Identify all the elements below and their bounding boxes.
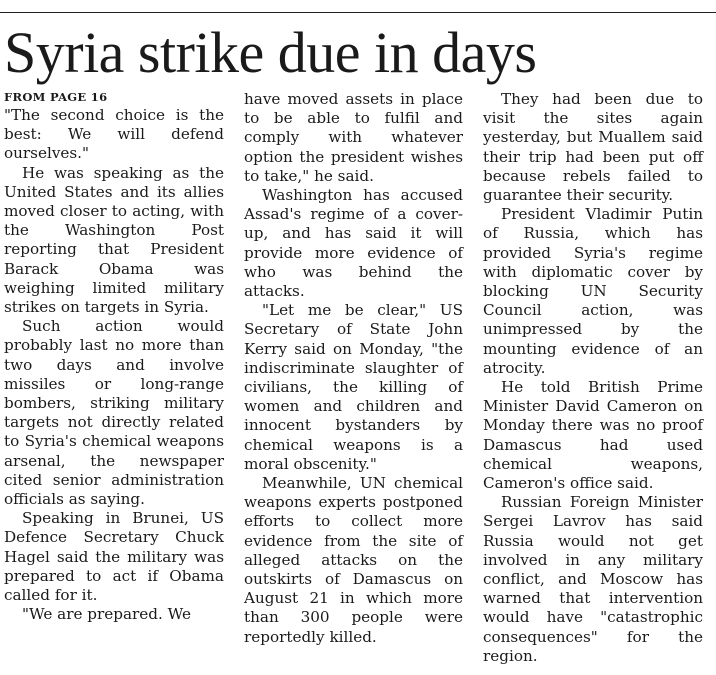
paragraph: Russian Foreign Minister Sergei Lavrov has said Russia would not get involved in any military conflict, and Moscow has warned that intervention would have "catastrophic consequences" for the region. [483,493,703,665]
paragraph: Meanwhile, UN chemical weapons experts postponed efforts to collect more evidence from the site of alleged attacks on the outskirts of Damascus on August 21 in which more than 300 people were reportedly killed. [244,474,463,646]
cropped-previous-text [0,0,716,10]
paragraph: Washington has accused Assad's regime of a cover-up, and has said it will provide more evidence of who was behind the attacks. [244,186,463,301]
article-column-3 [483,90,703,666]
top-rule [0,12,716,13]
paragraph: President Vladimir Putin of Russia, which has provided Syria's regime with diplomatic cover by blocking UN Security Council action, was unimpressed by the mounting evidence of an atrocity. [483,205,703,377]
paragraph: Speaking in Brunei, US Defence Secretary Chuck Hagel said the military was prepared to act if Obama called for it. [4,509,224,605]
article-column-2 [244,90,463,647]
headline: Syria strike due in days [4,20,537,85]
continuation-kicker: FROM PAGE 16 [4,90,108,104]
paragraph: have moved assets in place to be able to fulfil and comply with whatever option the president wishes to take," he said. [244,90,463,185]
paragraph: He told British Prime Minister David Cameron on Monday there was no proof Damascus had used chemical weapons, Cameron's office said. [483,378,703,493]
paragraph: Such action would probably last no more than two days and involve missiles or long-range bombers, striking military targets not directly related to Syria's chemical weapons arsenal, the newspaper cited senior administration officials as saying. [4,317,224,509]
paragraph: "Let me be clear," US Secretary of State John Kerry said on Monday, "the indiscriminate slaughter of civilians, the killing of women and children and innocent bystanders by chemical weapons is a moral obscenity." [244,301,463,473]
paragraph: He was speaking as the United States and its allies moved closer to acting, with the Washington Post reporting that President Barack Obama was weighing limited military strikes on targets in Syria. [4,163,224,317]
paragraph: They had been due to visit the sites again yesterday, but Muallem said their trip had been put off because rebels failed to guarantee their security. [483,90,703,205]
paragraph: "The second choice is the best: We will defend ourselves." [4,106,224,163]
paragraph: "We are prepared. We [22,605,192,624]
article-column-1 [4,90,224,624]
